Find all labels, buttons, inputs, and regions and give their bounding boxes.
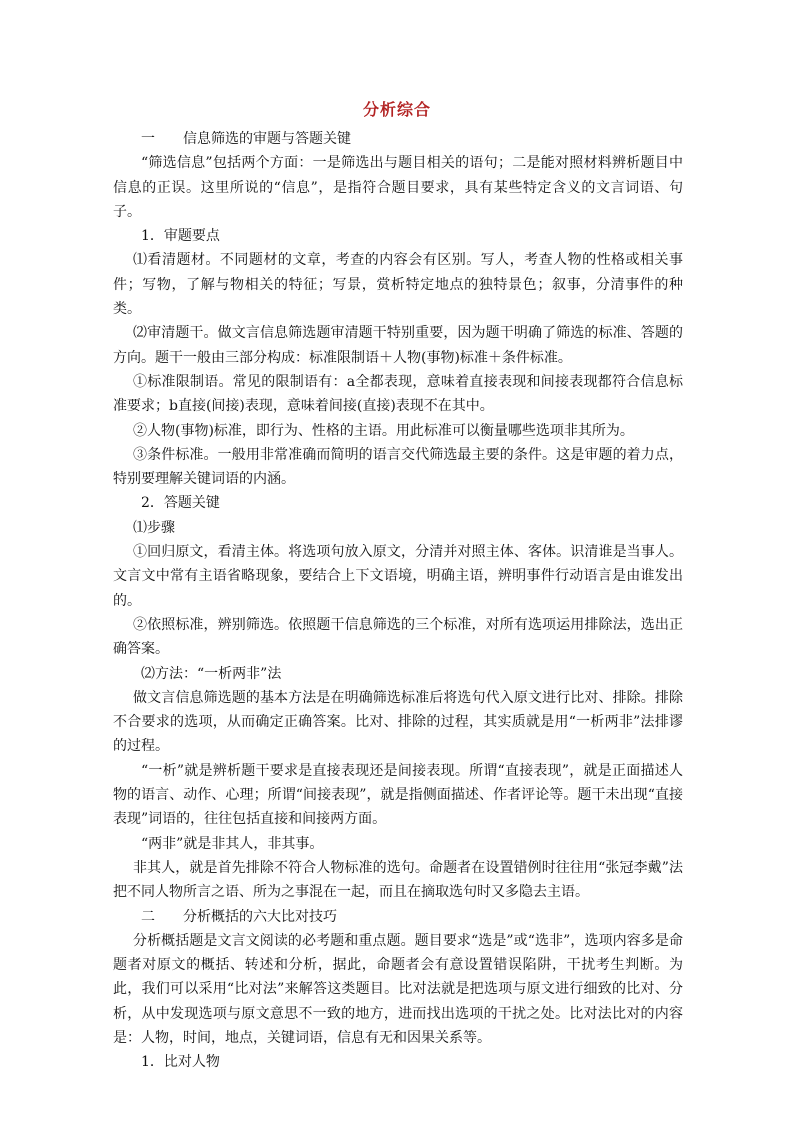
section-heading: 一 信息筛选的审题与答题关键 bbox=[141, 131, 351, 147]
paragraph: ⑴看清题材。不同题材的文章，考查的内容会有区别。写人，考查人物的性格或相关事件；写物，了解与物相关的特征；写景，赏析特定地点的独特景色；叙事，分清事件的种类。 bbox=[113, 252, 683, 318]
paragraph: 做文言信息筛选题的基本方法是在明确筛选标准后将选句代入原文进行比对、排除。排除不合要求的选项，从而确定正确答案。比对、排除的过程，其实质就是用“一析两非”法排谬的过程。 bbox=[113, 689, 683, 755]
paragraph: 1．审题要点 bbox=[141, 228, 220, 245]
paragraph: 1．比对人物 bbox=[141, 1054, 220, 1071]
paragraph: 2．答题关键 bbox=[141, 495, 220, 512]
paragraph: 非其人，就是首先排除不符合人物标准的选句。命题者在设置错例时往往用“张冠李戴”法把不同人物所言之语、所为之事混在一起，而且在摘取选句时又多隐去主语。 bbox=[113, 859, 683, 901]
paragraph: ⑵方法：“一析两非”法 bbox=[141, 665, 282, 682]
section-heading: 二 分析概括的六大比对技巧 bbox=[141, 908, 337, 925]
paragraph: 分析概括题是文言文阅读的必考题和重点题。题目要求“选是”或“选非”，选项内容多是命题者对原文的概括、转述和分析，据此，命题者会有意设置错误陷阱，干扰考生判断。为此，我们可以采用“比对法”来解答这类题目。比对法就是把选项与原文进行细致的比对、分析，从中发现选项与原文意思不一致的地方，进而找出选项的干扰之处。比对法比对的内容是：人物，时间，地点，关键词语，信息有无和因果关系等。 bbox=[113, 932, 683, 1046]
paragraph: ②人物(事物)标准，即行为、性格的主语。用此标准可以衡量哪些选项非其所为。 bbox=[133, 422, 634, 439]
paragraph: ①回归原文，看清主体。将选项句放入原文，分清并对照主体、客体。识清谁是当事人。文言文中常有主语省略现象，要结合上下文语境，明确主语，辨明事件行动语言是由谁发出的。 bbox=[113, 544, 683, 609]
paragraph: ⑴步骤 bbox=[133, 519, 175, 536]
paragraph: ②依照标准，辨别筛选。依照题干信息筛选的三个标准，对所有选项运用排除法，选出正确答案。 bbox=[113, 616, 683, 658]
paragraph: ①标准限制语。常见的限制语有：a全都表现，意味着直接表现和间接表现都符合信息标准要求；b直接(间接)表现，意味着间接(直接)表现不在其中。 bbox=[113, 373, 683, 415]
paragraph: “筛选信息”包括两个方面：一是筛选出与题目相关的语句；二是能对照材料辨析题目中信息的正误。这里所说的“信息”，是指符合题目要求，具有某些特定含义的文言词语、句子。 bbox=[113, 155, 683, 220]
paragraph: ⑵审清题干。做文言信息筛选题审清题干特别重要，因为题干明确了筛选的标准、答题的方向。题干一般由三部分构成：标准限制语＋人物(事物)标准＋条件标准。 bbox=[113, 325, 683, 366]
paragraph: ③条件标准。一般用非常准确而简明的语言交代筛选最主要的条件。这是审题的着力点，特别要理解关键词语的内涵。 bbox=[113, 446, 683, 488]
document-title: 分析综合 bbox=[362, 100, 431, 119]
paragraph: “两非”就是非其人，非其事。 bbox=[141, 835, 324, 852]
document-body bbox=[113, 127, 683, 1075]
paragraph: “一析”就是辨析题干要求是直接表现还是间接表现。所谓“直接表现”，就是正面描述人物的语言、动作、心理；所谓“间接表现”，就是指侧面描述、作者评论等。题干未出现“直接表现”词语的，往往包括直接和间接两方面。 bbox=[113, 762, 683, 828]
